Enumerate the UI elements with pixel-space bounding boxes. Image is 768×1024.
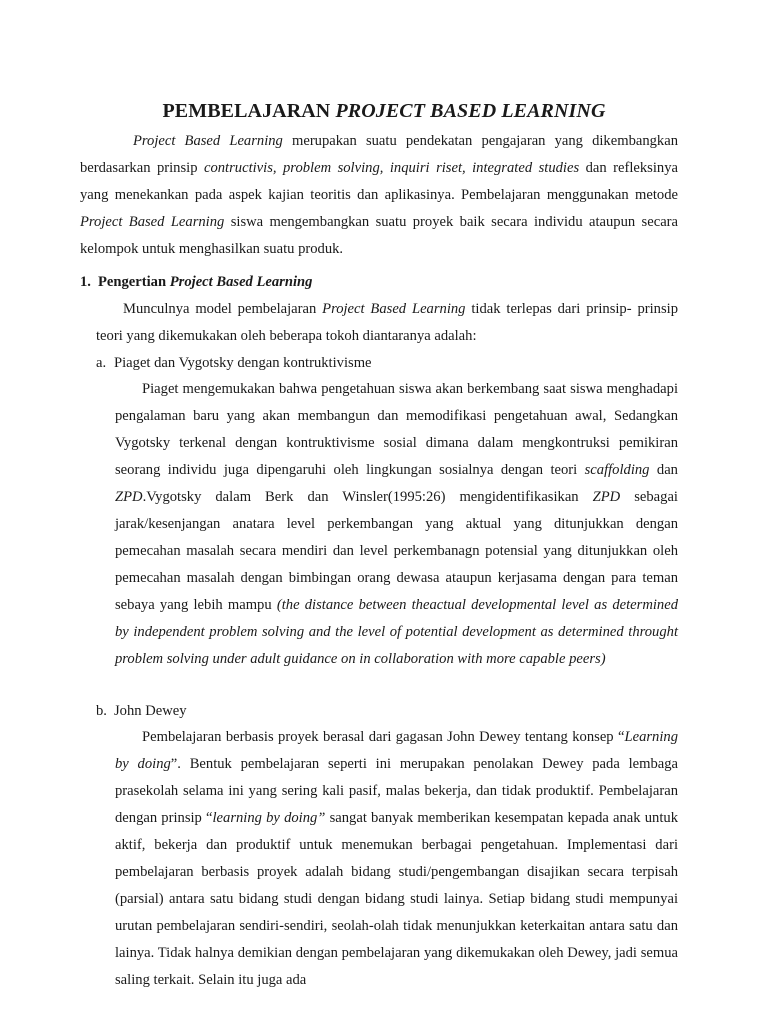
sub-a-text-5: .Vygotsky dalam Berk dan Winsler(1995:26) mengidentifikasikan xyxy=(142,489,593,505)
section-1-number: 1. xyxy=(80,274,91,290)
sub-a-heading xyxy=(96,353,372,373)
sub-a-text-4: ZPD xyxy=(115,489,143,505)
sub-a-title: Piaget dan Vygotsky dengan kontruktivisme xyxy=(114,355,372,371)
intro-text-2: merupakan suatu pendekatan pengajaran yang dikembangkan berdasarkan prinsip xyxy=(80,133,679,176)
intro-text-4: dan refleksinya yang menekankan pada aspek kajian teoritis dan aplikasinya. Pembelajaran menggunakan metode xyxy=(80,160,678,203)
sub-a-text-8: (the distance between theactual developmental level as determined by independent problem solving and the level of potential development as determined throught problem solving under adult guidance on in collaboration with more capable peers) xyxy=(115,597,679,667)
intro-text-6: siswa mengembangkan suatu proyek baik secara individu ataupun secara kelompok untuk menghasilkan suatu produk. xyxy=(80,214,679,257)
sub-b-title: John Dewey xyxy=(114,703,187,719)
sub-b-text-4: learning by doing” xyxy=(212,810,326,826)
sub-b-text-5: sangat banyak memberikan kesempatan kepada anak untuk aktif, bekerja dan produktif untuk menemukan berbagai pengetahuan. Implementasi dari pembelajaran berbasis proyek adalah bidang studi/pengembangan disajikan secara terpisah (parsial) antara satu bidang studi dengan bidang studi lainya. Setiap bidang studi mempunyai urutan pembelajaran sendiri-sendiri, seolah-olah tidak menunjukkan keterkaitan antara satu dan lainya. Tidak halnya demikian dengan pembelajaran yang dikemukakan oleh Dewey, jadi semua saling terkait. Selain itu juga ada xyxy=(115,810,678,988)
section-1-paragraph xyxy=(96,296,678,350)
section-1-heading-italic: Project Based Learning xyxy=(169,274,313,290)
sub-b-label: b. xyxy=(96,703,107,719)
intro-text-3: contructivis, problem solving, inquiri riset, integrated studies xyxy=(203,160,580,176)
section-1-heading xyxy=(80,272,312,292)
intro-paragraph xyxy=(80,128,678,263)
sub-b-text-3: ”. Bentuk pembelajaran seperti ini merupakan penolakan Dewey pada lembaga prasekolah selama ini yang sering kali pasif, malas bekerja, dan tidak produktif. Pembelajaran dengan prinsip “ xyxy=(115,756,679,826)
sub-a-text-3: dan xyxy=(649,462,678,478)
title-plain: PEMBELAJARAN xyxy=(162,100,336,122)
sub-a-paragraph xyxy=(115,376,678,673)
section-1-text-2: Project Based Learning xyxy=(322,301,466,317)
intro-text-5: Project Based Learning xyxy=(80,214,225,230)
sub-a-text-2: scaffolding xyxy=(584,462,650,478)
sub-b-text-2: Learning by doing xyxy=(115,729,678,772)
sub-b-heading xyxy=(96,701,187,721)
sub-b-paragraph xyxy=(115,724,678,994)
section-1-text-3: tidak terlepas dari prinsip- prinsip teori yang dikemukakan oleh beberapa tokoh diantaranya adalah: xyxy=(96,301,678,344)
sub-a-text-7: sebagai jarak/kesenjangan anatara level perkembangan yang aktual yang ditunjukkan dengan pemecahan masalah secara mendiri dan level perkembanagn potensial yang ditunjukkan oleh pemecahan masalah dengan bimbingan orang dewasa ataupun kerjasama dengan para teman sebaya yang lebih mampu xyxy=(115,489,678,613)
title-italic: PROJECT BASED LEARNING xyxy=(335,100,606,122)
section-1-heading-plain: Pengertian xyxy=(98,274,170,290)
sub-b-text-1: Pembelajaran berbasis proyek berasal dari gagasan John Dewey tentang konsep “ xyxy=(142,729,625,745)
page-title xyxy=(0,100,768,123)
sub-a-text-6: ZPD xyxy=(592,489,621,505)
sub-a-label: a. xyxy=(96,355,107,371)
sub-a-text-1: Piaget mengemukakan bahwa pengetahuan siswa akan berkembang saat siswa menghadapi pengalaman baru yang akan membangun dan memodifikasi pengetahuan awal, Sedangkan Vygotsky terkenal dengan kontruktivisme sosial dimana dalam mengkontruksi pemikiran seorang individu juga dipengaruhi oleh lingkungan sosialnya dengan teori xyxy=(115,381,678,478)
section-1-text-1: Munculnya model pembelajaran xyxy=(123,301,323,317)
intro-text-1: Project Based Learning xyxy=(133,133,283,149)
